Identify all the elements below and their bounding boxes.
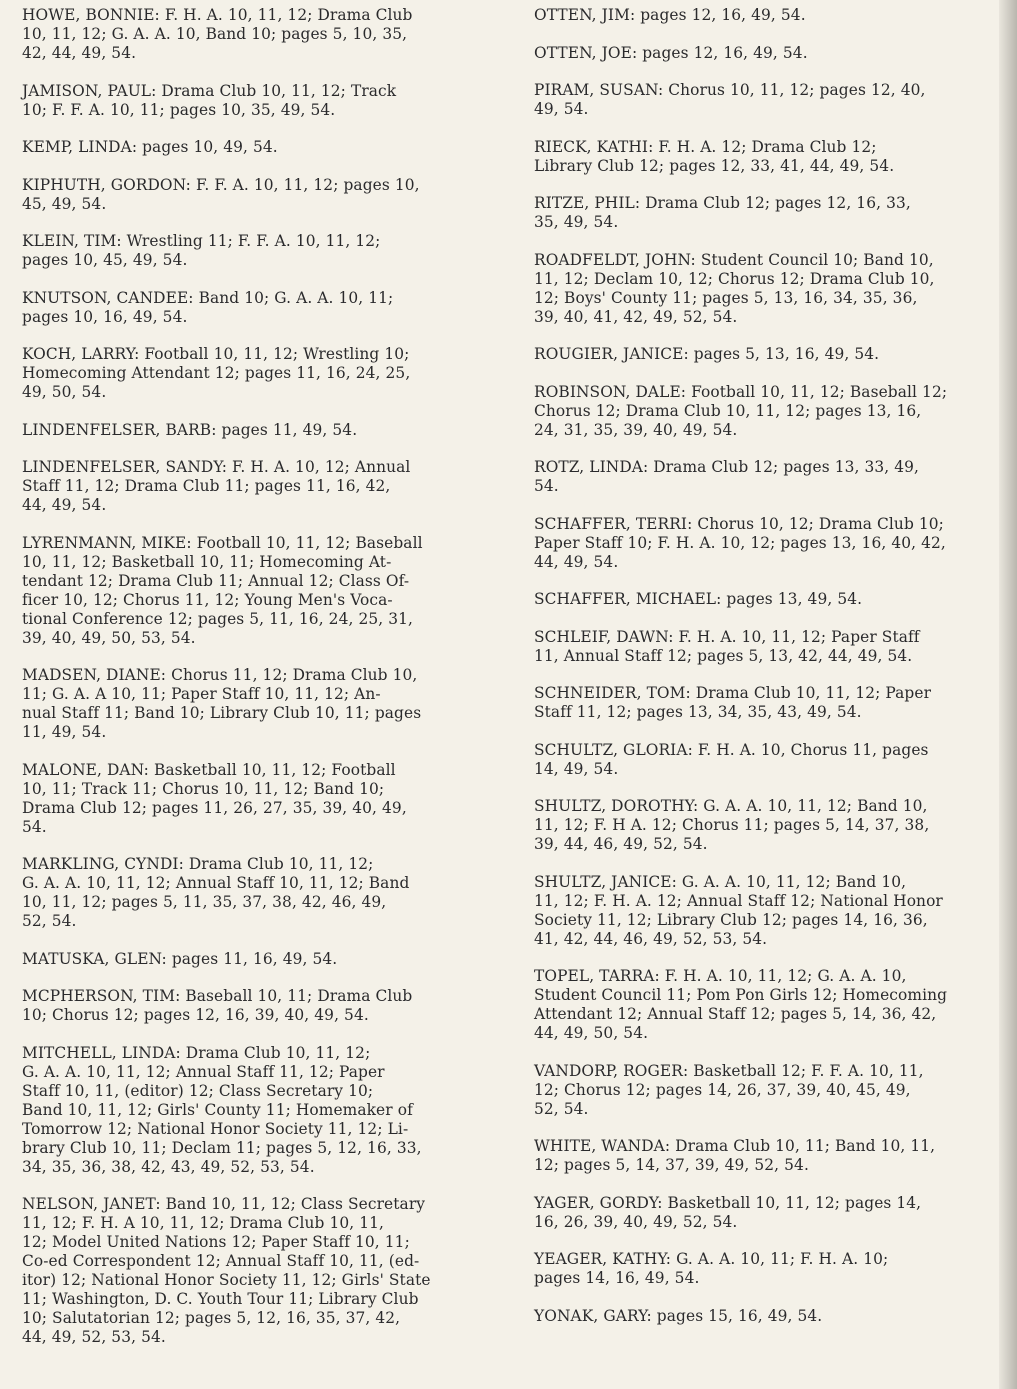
student-entry: OTTEN, JOE: pages 12, 16, 49, 54. — [534, 43, 808, 62]
student-entry: LYRENMANN, MIKE: Football 10, 11, 12; Baseball 10, 11, 12; Basketball 10, 11; Homecoming At- tendant 12; Drama Club 11; Annual 12; Class Of- ficer 10, 12; Chorus 11, 12; Young Men's Voca- tional Conference 12; pages 5, 11, 16, 24, 25, 31, 39, 40, 49, 50, 53, 54. — [22, 533, 423, 647]
student-entry: VANDORP, ROGER: Basketball 12; F. F. A. 10, 11, 12; Chorus 12; pages 14, 26, 37, 39, 40, 45, 49, 52, 54. — [534, 1061, 924, 1118]
student-entry: HOWE, BONNIE: F. H. A. 10, 11, 12; Drama Club 10, 11, 12; G. A. A. 10, Band 10; pages 5, 10, 35, 42, 44, 49, 54. — [22, 6, 413, 62]
student-entry: SCHNEIDER, TOM: Drama Club 10, 11, 12; Paper Staff 11, 12; pages 13, 34, 35, 43, 49, 54. — [534, 684, 932, 721]
student-entry: LINDENFELSER, SANDY: F. H. A. 10, 12; Annual Staff 11, 12; Drama Club 11; pages 11, 16, 42, 44, 49, 54. — [22, 458, 411, 514]
student-entry: WHITE, WANDA: Drama Club 10, 11; Band 10, 11, 12; pages 5, 14, 37, 39, 49, 52, 54. — [534, 1137, 936, 1174]
student-entry: KIPHUTH, GORDON: F. F. A. 10, 11, 12; pages 10, 45, 49, 54. — [22, 175, 420, 213]
student-entry: LINDENFELSER, BARB: pages 11, 49, 54. — [22, 420, 358, 439]
student-entry: JAMISON, PAUL: Drama Club 10, 11, 12; Track 10; F. F. A. 10, 11; pages 10, 35, 49, 54. — [22, 81, 397, 119]
student-entry: KEMP, LINDA: pages 10, 49, 54. — [22, 138, 278, 156]
student-entry: SCHAFFER, MICHAEL: pages 13, 49, 54. — [534, 590, 863, 608]
student-entry: RITZE, PHIL: Drama Club 12; pages 12, 16, 33, 35, 49, 54. — [534, 194, 911, 231]
student-entry: SCHLEIF, DAWN: F. H. A. 10, 11, 12; Paper Staff 11, Annual Staff 12; pages 5, 13, 42, 44, 49, 54. — [534, 627, 920, 665]
student-entry: MARKLING, CYNDI: Drama Club 10, 11, 12; G. A. A. 10, 11, 12; Annual Staff 10, 11, 12; Band 10, 11, 12; pages 5, 11, 35, 37, 38, 42, 46, 49, 52, 54. — [22, 855, 410, 930]
student-entry: ROADFELDT, JOHN: Student Council 10; Band 10, 11, 12; Declam 10, 12; Chorus 12; Drama Club 10, 12; Boys' County 11; pages 5, 13, 16, 34, 35, 36, 39, 40, 41, 42, 49, 52, 54. — [534, 250, 935, 326]
student-entry: MALONE, DAN: Basketball 10, 11, 12; Football 10, 11; Track 11; Chorus 10, 11, 12; Band 10; Drama Club 12; pages 11, 26, 27, 35, 39, 40, 49, 54. — [22, 760, 407, 836]
student-entry: SHULTZ, DOROTHY: G. A. A. 10, 11, 12; Band 10, 11, 12; F. H A. 12; Chorus 11; pages 5, 14, 37, 38, 39, 44, 46, 49, 52, 54. — [534, 797, 930, 853]
student-entry: PIRAM, SUSAN: Chorus 10, 11, 12; pages 12, 40, 49, 54. — [534, 81, 926, 118]
student-entry: MADSEN, DIANE: Chorus 11, 12; Drama Club 10, 11; G. A. A 10, 11; Paper Staff 10, 11, 12; An- nual Staff 11; Band 10; Library Club 10, 11; pages 11, 49, 54. — [22, 666, 422, 741]
student-entry: SCHAFFER, TERRI: Chorus 10, 12; Drama Club 10; Paper Staff 10; F. H. A. 10, 12; pages 13, 16, 40, 42, 44, 49, 54. — [534, 514, 946, 571]
student-entry: YEAGER, KATHY: G. A. A. 10, 11; F. H. A. 10; pages 14, 16, 49, 54. — [534, 1250, 889, 1287]
student-entry: MCPHERSON, TIM: Baseball 10, 11; Drama Club 10; Chorus 12; pages 12, 16, 39, 40, 49, 54. — [22, 987, 413, 1024]
student-entry: ROBINSON, DALE: Football 10, 11, 12; Baseball 12; Chorus 12; Drama Club 10, 11, 12; pages 13, 16, 24, 31, 35, 39, 40, 49, 54. — [534, 382, 948, 439]
student-entry: OTTEN, JIM: pages 12, 16, 49, 54. — [534, 6, 806, 24]
student-entry: MATUSKA, GLEN: pages 11, 16, 49, 54. — [22, 949, 338, 968]
student-entry: SHULTZ, JANICE: G. A. A. 10, 11, 12; Band 10, 11, 12; F. H. A. 12; Annual Staff 12; National Honor Society 11, 12; Library Club 12; pages 14, 16, 36, 41, 42, 44, 46, 49, 52, 53, 54. — [534, 872, 943, 948]
student-entry: TOPEL, TARRA: F. H. A. 10, 11, 12; G. A. A. 10, Student Council 11; Pom Pon Girls 12; Homecoming Attendant 12; Annual Staff 12; pages 5, 14, 36, 42, 44, 49, 50, 54. — [534, 967, 948, 1042]
page-edge-shadow — [999, 0, 1017, 1389]
student-entry: YONAK, GARY: pages 15, 16, 49, 54. — [534, 1306, 823, 1325]
student-entry: MITCHELL, LINDA: Drama Club 10, 11, 12; G. A. A. 10, 11, 12; Annual Staff 11, 12; Paper Staff 10, 11, (editor) 12; Class Secretary 10; Band 10, 11, 12; Girls' County 11; Homemaker of Tomorrow 12; National Honor Society 11, 12; Li- brary Club 10, 11; Declam 11; pages 5, 12, 16, 33, 34, 35, 36, 38, 42, 43, 49, 52, 53, 54. — [22, 1043, 422, 1176]
left-column — [22, 6, 477, 1366]
student-entry: NELSON, JANET: Band 10, 11, 12; Class Secretary 11, 12; F. H. A 10, 11, 12; Drama Club 10, 11, 12; Model United Nations 12; Paper Staff 10, 11; Co-ed Correspondent 12; Annual Staff 10, 11, (ed- itor) 12; National Honor Society 11, 12; Girls' State 11; Washington, D. C. Youth Tour 11; Library Club 10; Salutatorian 12; pages 5, 12, 16, 35, 37, 42, 44, 49, 52, 53, 54. — [22, 1195, 431, 1346]
right-column — [534, 6, 996, 1344]
student-entry: SCHULTZ, GLORIA: F. H. A. 10, Chorus 11, pages 14, 49, 54. — [534, 740, 929, 778]
student-entry: ROUGIER, JANICE: pages 5, 13, 16, 49, 54. — [534, 345, 880, 363]
student-entry: YAGER, GORDY: Basketball 10, 11, 12; pages 14, 16, 26, 39, 40, 49, 52, 54. — [534, 1193, 922, 1231]
student-entry: KLEIN, TIM: Wrestling 11; F. F. A. 10, 11, 12; pages 10, 45, 49, 54. — [22, 232, 381, 269]
student-entry: RIECK, KATHI: F. H. A. 12; Drama Club 12; Library Club 12; pages 12, 33, 41, 44, 49, 54. — [534, 137, 895, 175]
student-entry: ROTZ, LINDA: Drama Club 12; pages 13, 33, 49, 54. — [534, 458, 920, 495]
student-entry: KOCH, LARRY: Football 10, 11, 12; Wrestling 10; Homecoming Attendant 12; pages 11, 16, 24, 25, 49, 50, 54. — [22, 345, 411, 401]
student-entry: KNUTSON, CANDEE: Band 10; G. A. A. 10, 11; pages 10, 16, 49, 54. — [22, 288, 394, 326]
